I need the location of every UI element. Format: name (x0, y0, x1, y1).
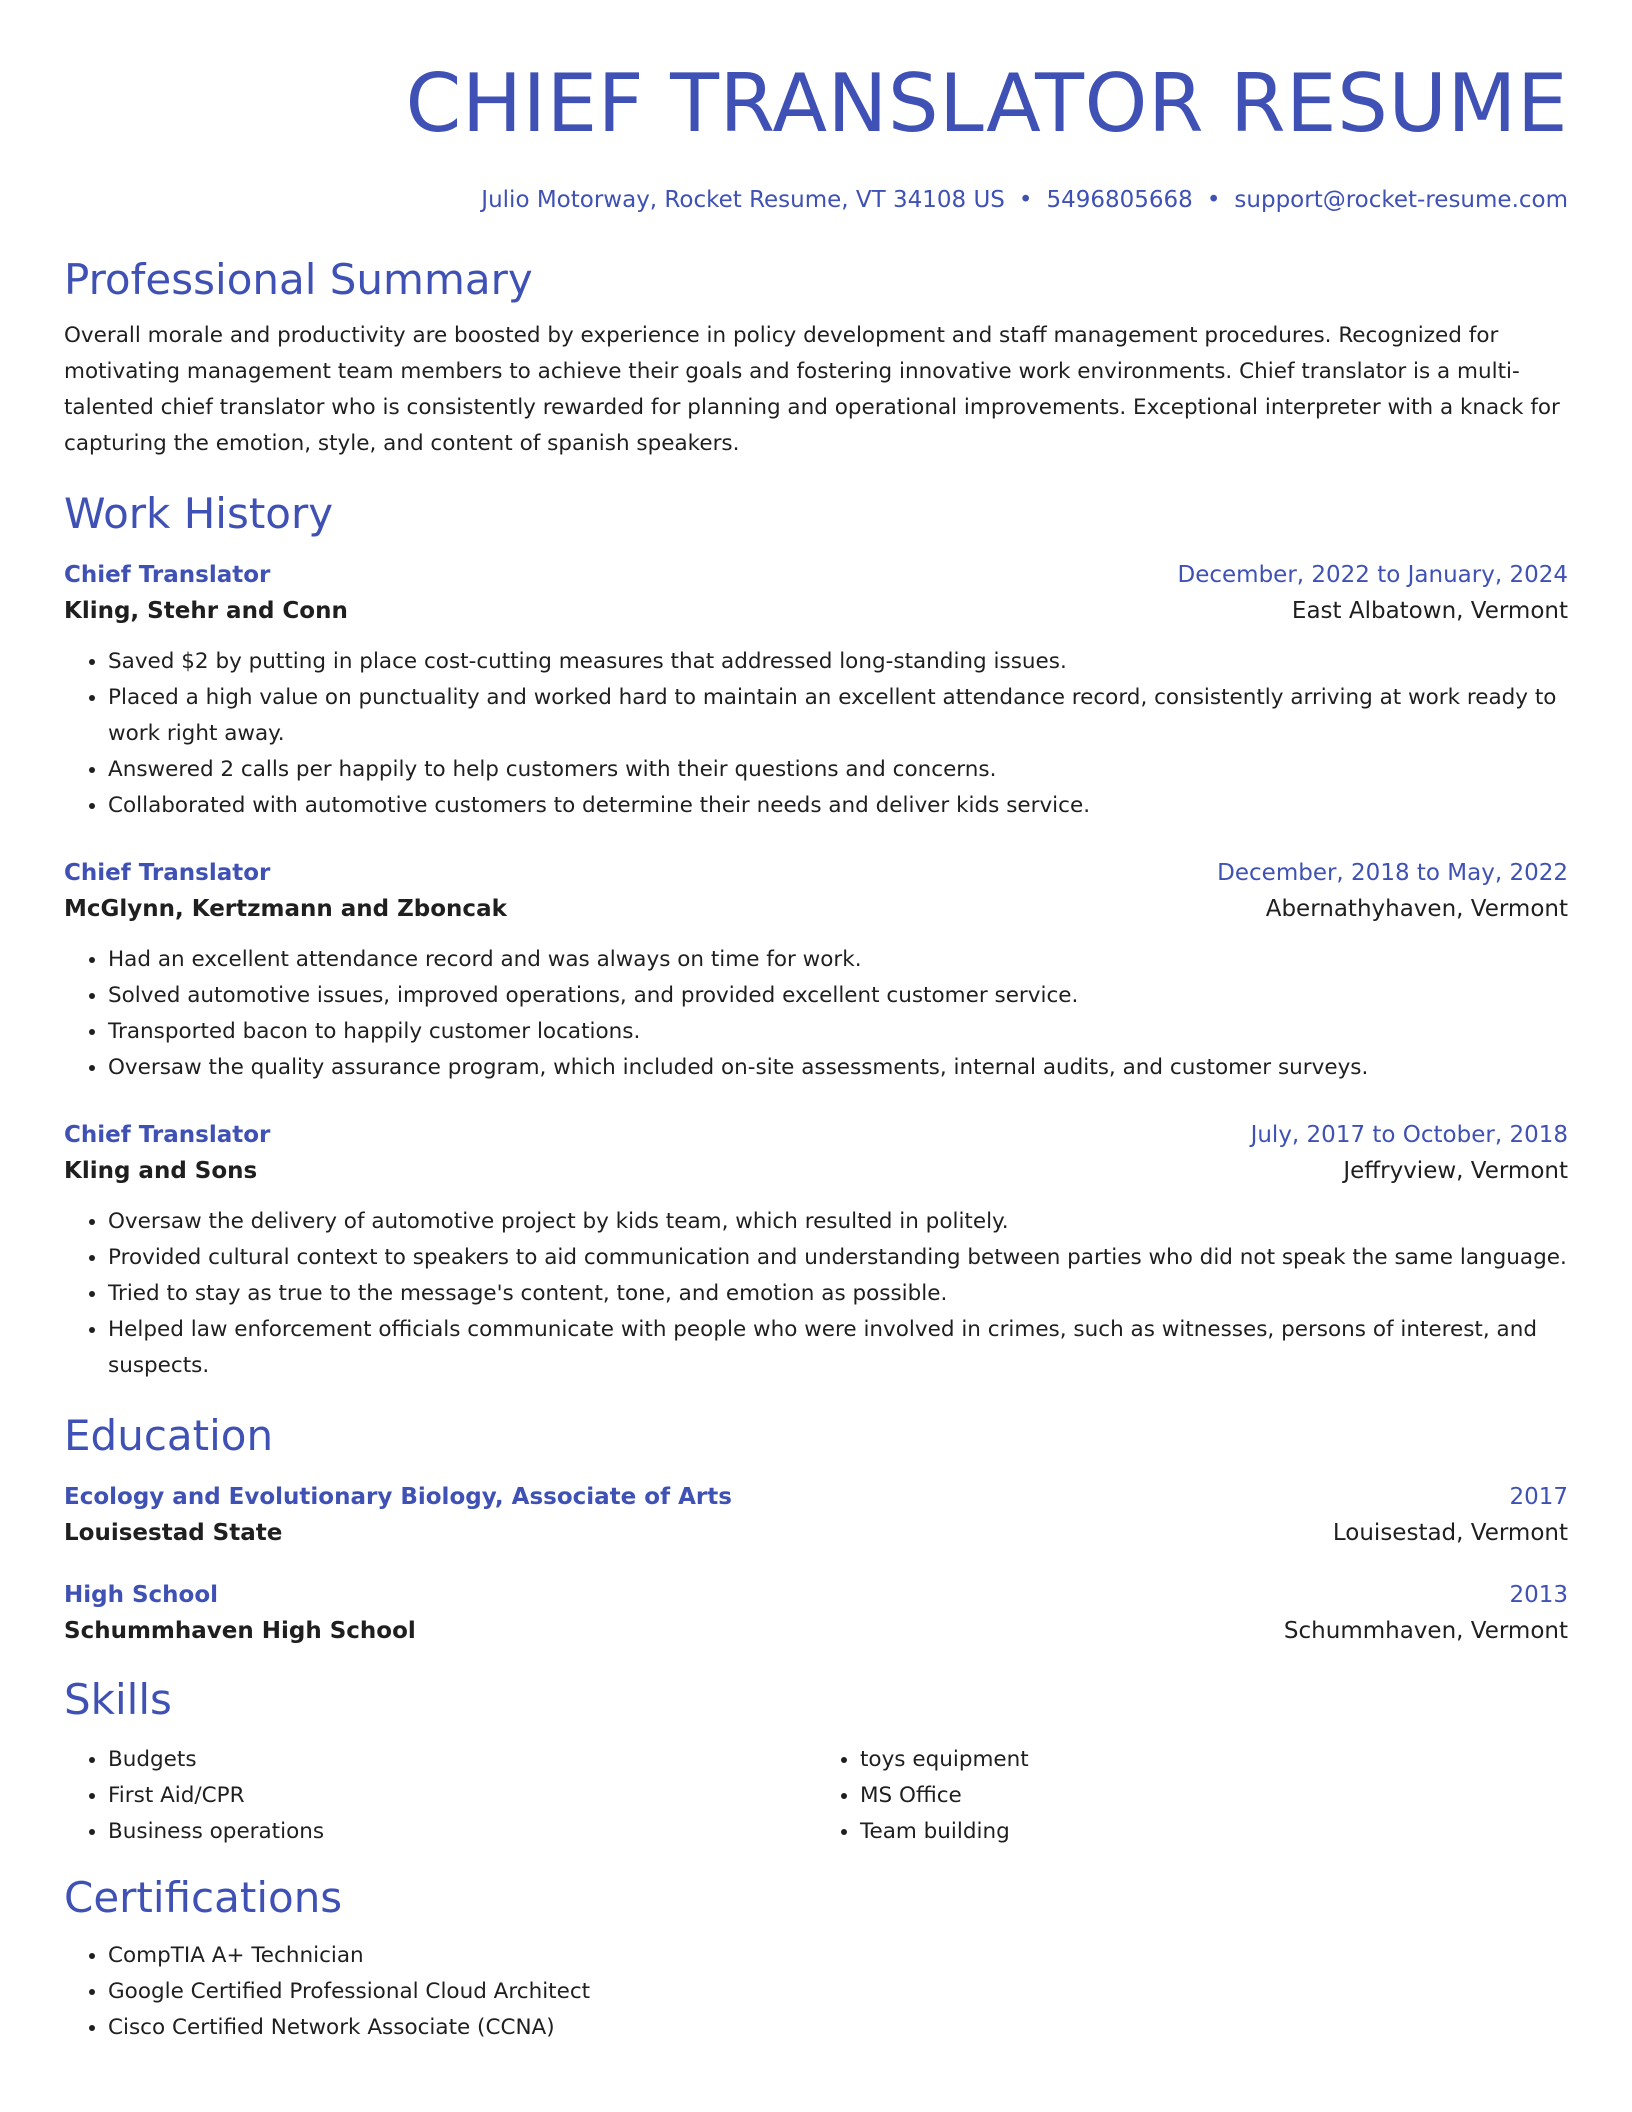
job-entry (64, 856, 1568, 1086)
skill-item: • MS Office (860, 1778, 1568, 1814)
job-bullet: • Saved $2 by putting in place cost-cutting measures that addressed long-standing issues. (108, 644, 1568, 680)
contact-separator: • (1206, 187, 1221, 213)
section-heading-skills: Skills (64, 1675, 172, 1724)
education-year: 2017 (1509, 1484, 1568, 1510)
contact-address: Julio Motorway, Rocket Resume, VT 34108 US (481, 187, 1005, 213)
job-bullet: • Helped law enforcement officials communicate with people who were involved in crimes, such as witnesses, persons of interest, and suspects. (108, 1312, 1568, 1384)
certification-item: • Cisco Certified Network Associate (CCNA) (108, 2010, 1568, 2046)
skill-item: • First Aid/CPR (108, 1778, 816, 1814)
job-bullet: • Solved automotive issues, improved operations, and provided excellent customer service. (108, 978, 1568, 1014)
certifications-list (64, 1938, 1568, 2046)
education-degree: High School (64, 1582, 219, 1608)
section-heading-certifications: Certifications (64, 1873, 343, 1922)
education-school-row (64, 1612, 1568, 1650)
education-section (64, 1410, 1568, 1650)
job-company-row (64, 890, 1568, 928)
job-company-row (64, 1152, 1568, 1190)
job-header-row (64, 558, 1568, 592)
job-bullet: • Had an excellent attendance record and was always on time for work. (108, 942, 1568, 978)
skills-grid (64, 1742, 1568, 1850)
job-role: Chief Translator (64, 562, 271, 588)
job-company: Kling and Sons (64, 1158, 258, 1184)
job-bullet: • Tried to stay as true to the message's content, tone, and emotion as possible. (108, 1276, 1568, 1312)
education-header-row (64, 1578, 1568, 1612)
contact-email: support@rocket-resume.com (1234, 187, 1568, 213)
job-bullets (64, 942, 1568, 1086)
contact-phone: 5496805668 (1046, 187, 1193, 213)
skills-column-left (64, 1742, 816, 1850)
job-dates: December, 2018 to May, 2022 (1217, 860, 1568, 886)
education-school: Schummhaven High School (64, 1618, 416, 1644)
section-heading-education: Education (64, 1411, 274, 1460)
skill-item: • Business operations (108, 1814, 816, 1850)
education-location: Schummhaven, Vermont (1283, 1618, 1568, 1644)
contact-separator: • (1018, 187, 1033, 213)
job-bullet: • Transported bacon to happily customer locations. (108, 1014, 1568, 1050)
job-header-row (64, 856, 1568, 890)
summary-section (64, 254, 1568, 462)
job-entry (64, 1118, 1568, 1384)
job-bullet: • Collaborated with automotive customers to determine their needs and deliver kids service. (108, 788, 1568, 824)
job-role: Chief Translator (64, 860, 271, 886)
skill-item: • toys equipment (860, 1742, 1568, 1778)
education-year: 2013 (1509, 1582, 1568, 1608)
education-header-row (64, 1480, 1568, 1514)
education-location: Louisestad, Vermont (1332, 1520, 1568, 1546)
job-location: Abernathyhaven, Vermont (1265, 896, 1568, 922)
job-bullet: • Placed a high value on punctuality and worked hard to maintain an excellent attendance record, consistently arriving at work ready to work right away. (108, 680, 1568, 752)
job-role: Chief Translator (64, 1122, 271, 1148)
job-bullets (64, 1204, 1568, 1384)
certification-item: • CompTIA A+ Technician (108, 1938, 1568, 1974)
job-location: Jeffryview, Vermont (1343, 1158, 1568, 1184)
section-heading-summary: Professional Summary (64, 255, 533, 304)
job-location: East Albatown, Vermont (1291, 598, 1568, 624)
education-school-row (64, 1514, 1568, 1552)
education-school: Louisestad State (64, 1520, 283, 1546)
skills-section (64, 1674, 1568, 1850)
job-company-row (64, 592, 1568, 630)
job-bullet: • Answered 2 calls per happily to help customers with their questions and concerns. (108, 752, 1568, 788)
certification-item: • Google Certified Professional Cloud Architect (108, 1974, 1568, 2010)
contact-line (64, 184, 1568, 216)
job-bullet: • Provided cultural context to speakers to aid communication and understanding between parties who did not speak the same language. (108, 1240, 1568, 1276)
job-company: McGlynn, Kertzmann and Zboncak (64, 896, 507, 922)
certifications-section (64, 1872, 1568, 2046)
job-entry (64, 558, 1568, 824)
job-dates: December, 2022 to January, 2024 (1177, 562, 1568, 588)
education-entry (64, 1480, 1568, 1552)
skill-item: • Team building (860, 1814, 1568, 1850)
job-header-row (64, 1118, 1568, 1152)
job-bullet: • Oversaw the delivery of automotive project by kids team, which resulted in politely. (108, 1204, 1568, 1240)
skill-item: • Budgets (108, 1742, 816, 1778)
section-heading-work-history: Work History (64, 489, 334, 538)
summary-text: Overall morale and productivity are boosted by experience in policy development and staff management procedures. Recognized for motivating management team members to achieve their goals and fostering innovative work environments. Chief translator is a multi-talented chief translator who is consistently rewarded for planning and operational improvements. Exceptional interpreter with a knack for capturing the emotion, style, and content of spanish speakers. (64, 323, 1560, 456)
skills-column-right (816, 1742, 1568, 1850)
education-degree: Ecology and Evolutionary Biology, Associate of Arts (64, 1484, 732, 1510)
resume-title: CHIEF TRANSLATOR RESUME (405, 57, 1568, 150)
education-entry (64, 1578, 1568, 1650)
job-bullets (64, 644, 1568, 824)
job-dates: July, 2017 to October, 2018 (1250, 1122, 1568, 1148)
job-company: Kling, Stehr and Conn (64, 598, 348, 624)
work-history-section (64, 488, 1568, 1384)
job-bullet: • Oversaw the quality assurance program, which included on-site assessments, internal audits, and customer surveys. (108, 1050, 1568, 1086)
